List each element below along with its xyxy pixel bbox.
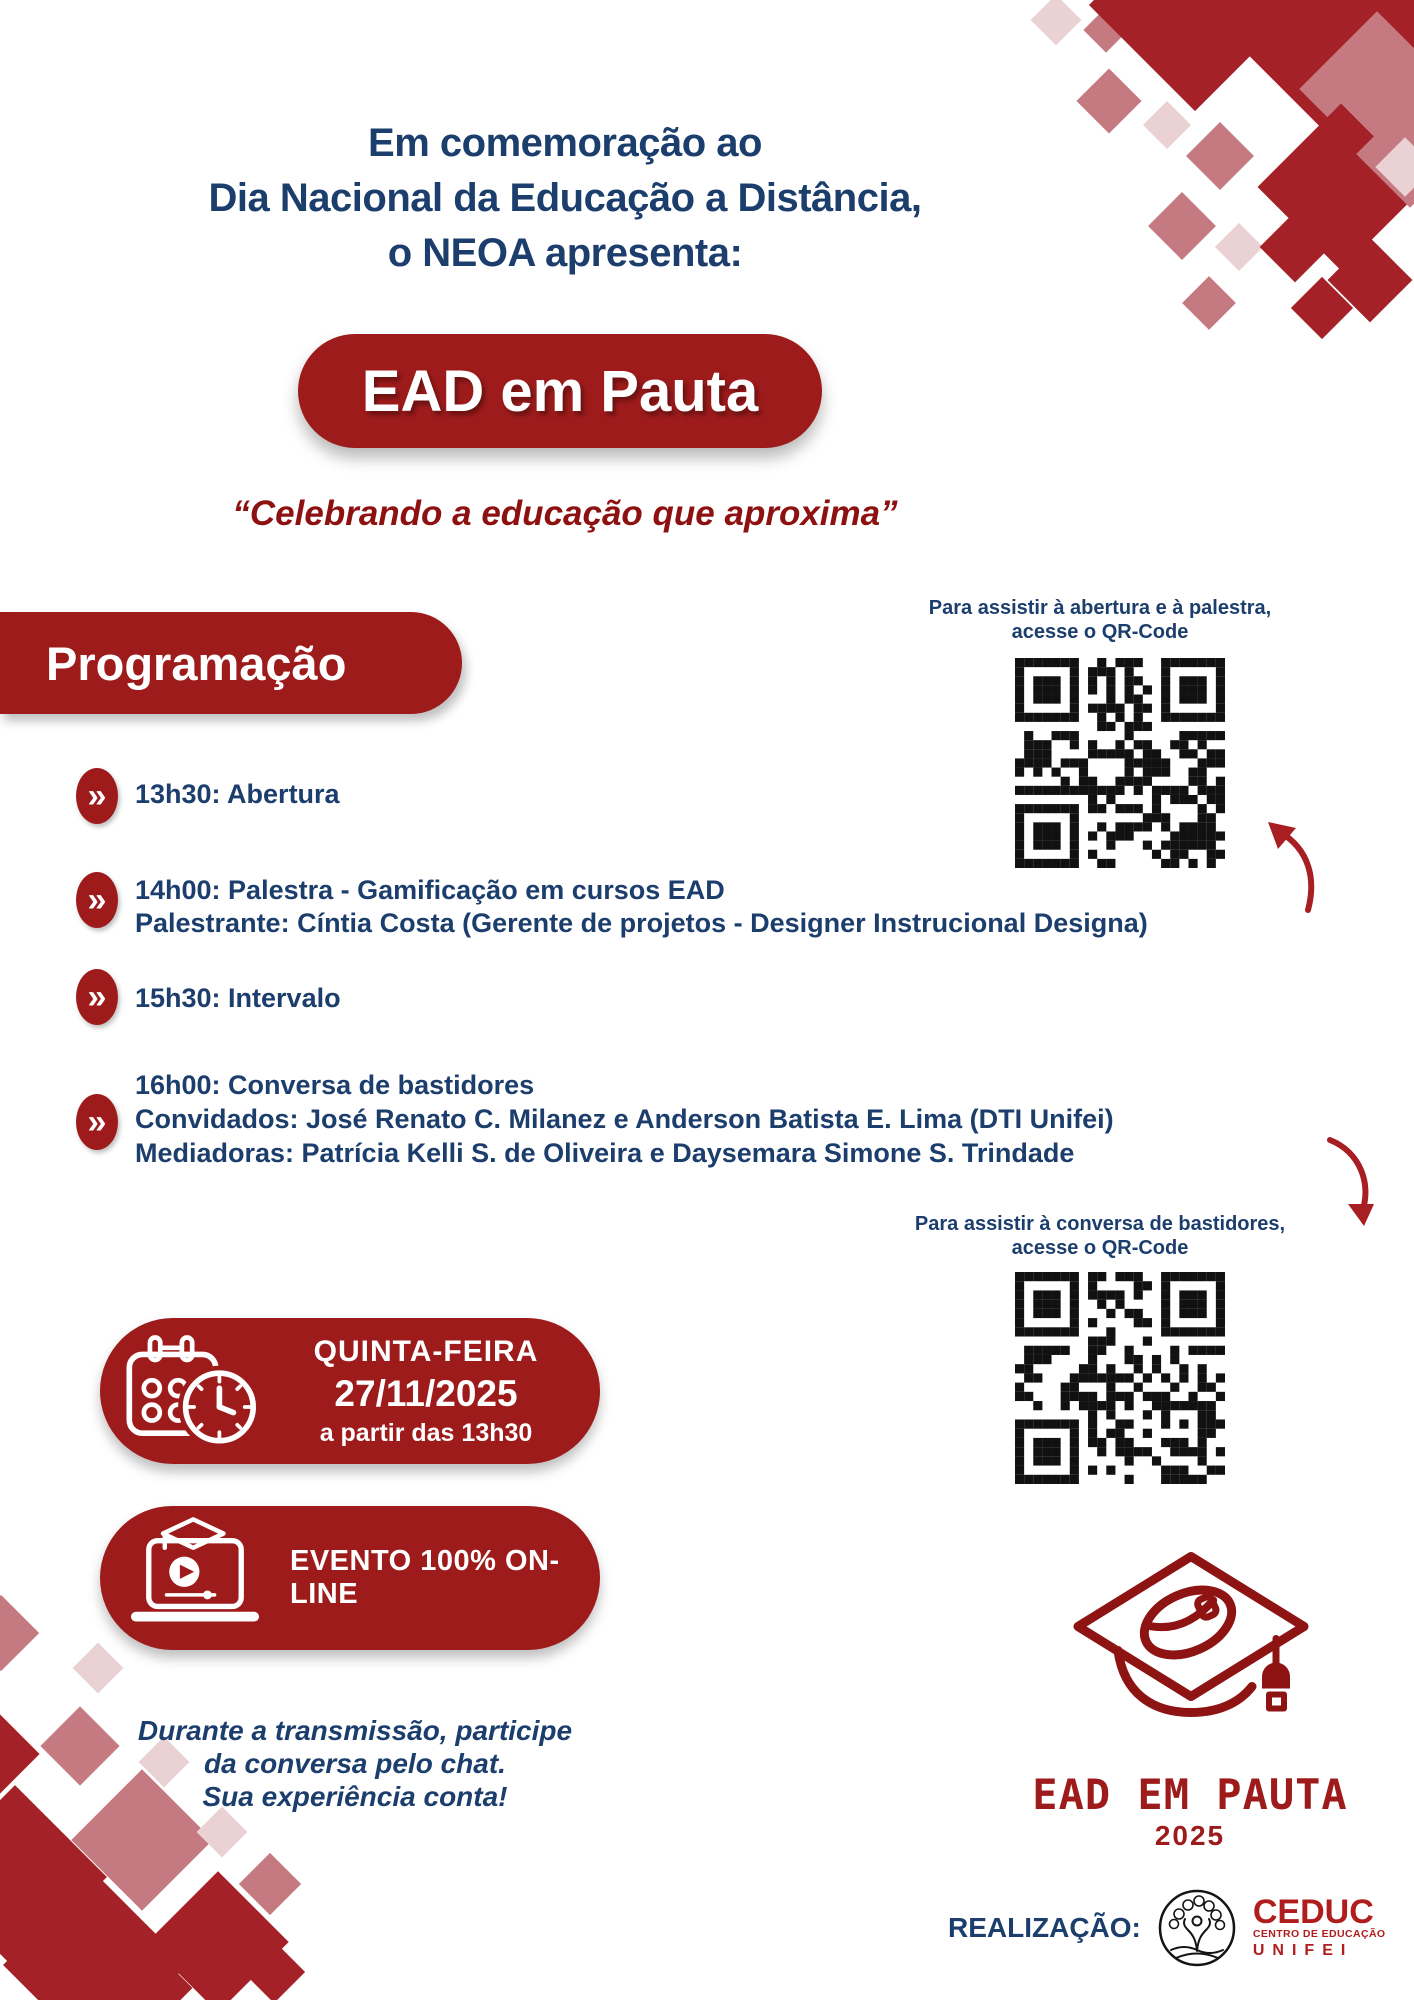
event-slogan: “Celebrando a educação que aproxima” [232, 494, 898, 533]
qr-code-backstage-talk [1015, 1272, 1225, 1484]
decorative-diamond [73, 1643, 124, 1694]
decorative-diamond [1182, 276, 1236, 330]
decorative-diamond [1031, 0, 1082, 45]
section-title-programacao: Programação [0, 612, 462, 714]
schedule-item-4 [135, 1068, 1114, 1170]
graduation-cap-mouse-logo [1066, 1543, 1316, 1761]
schedule-item-1-line-1: 13h30: Abertura [135, 779, 340, 809]
schedule-item-2 [135, 874, 1148, 940]
double-chevron-icon: » [76, 768, 118, 824]
chat-note-line-1: Durante a transmissão, participe [137, 1715, 573, 1746]
weekday-label: QUINTA-FEIRA [313, 1334, 539, 1368]
online-event-label: EVENTO 100% ON-LINE [290, 1545, 560, 1610]
start-time-label: a partir das 13h30 [319, 1418, 533, 1447]
qr1-label [890, 596, 1310, 644]
qr1-label-line-1: Para assistir à abertura e à palestra, [928, 597, 1272, 619]
header-line-3: o NEOA apresenta: [387, 231, 743, 275]
qr2-label-line-2: acesse o QR-Code [1011, 1237, 1189, 1259]
schedule-item-1 [135, 778, 340, 811]
header-line-1: Em comemoração ao [368, 121, 762, 165]
online-class-laptop-icon [100, 1515, 290, 1641]
qr2-label [890, 1212, 1310, 1260]
decorative-diamond [1215, 223, 1263, 271]
schedule-item-2-line-1: 14h00: Palestra - Gamificação em cursos EAD [135, 875, 725, 905]
logo-year: 2025 [1154, 1820, 1226, 1851]
decorative-diamond [1148, 192, 1216, 260]
event-title-pill: EAD em Pauta [298, 334, 822, 448]
curved-arrow-up-icon [1258, 818, 1320, 916]
logo-wordmark: EAD EM PAUTA [1032, 1770, 1348, 1819]
qr-code-opening-lecture [1015, 658, 1225, 868]
date-value: 27/11/2025 [334, 1372, 518, 1414]
double-chevron-icon: » [76, 969, 118, 1025]
chat-note-line-2: da conversa pelo chat. [204, 1748, 506, 1779]
realization-label: REALIZAÇÃO: [948, 1912, 1141, 1943]
curved-arrow-down-icon [1320, 1134, 1378, 1229]
qr1-label-line-2: acesse o QR-Code [1011, 621, 1189, 643]
decorative-diamond [0, 1595, 39, 1671]
ceduc-subtitle: CENTRO DE EDUCAÇÃO [1252, 1928, 1386, 1940]
decorative-diamond [0, 1714, 40, 1793]
decorative-diamond [197, 1807, 248, 1858]
schedule-item-3 [135, 982, 341, 1015]
header-line-2: Dia Nacional da Educação a Distância, [208, 176, 922, 220]
decorative-diamond [1143, 101, 1191, 149]
date-badge-text [290, 1335, 600, 1448]
online-event-badge [100, 1506, 600, 1650]
ceduc-name: CEDUC [1252, 1893, 1374, 1931]
double-chevron-icon: » [76, 1094, 118, 1150]
schedule-item-4-line-3: Mediadoras: Patrícia Kelli S. de Oliveira e Daysemara Simone S. Trindade [135, 1138, 1075, 1168]
date-badge [100, 1318, 600, 1464]
ceduc-unifei: UNIFEI [1252, 1942, 1354, 1959]
chat-note-line-3: Sua experiência conta! [202, 1781, 508, 1812]
qr2-label-line-1: Para assistir à conversa de bastidores, [914, 1213, 1286, 1235]
header-text [60, 116, 1070, 281]
ceduc-logo-text [1252, 1893, 1386, 1960]
decorative-diamond [1186, 122, 1254, 190]
schedule-item-2-line-2: Palestrante: Cíntia Costa (Gerente de projetos - Designer Instrucional Designa) [135, 908, 1148, 938]
double-chevron-icon: » [76, 872, 118, 928]
schedule-item-3-line-1: 15h30: Intervalo [135, 983, 341, 1013]
ceduc-tree-logo-icon [1157, 1888, 1237, 1968]
schedule-item-4-line-2: Convidados: José Renato C. Milanez e Anderson Batista E. Lima (DTI Unifei) [135, 1104, 1114, 1134]
chat-participation-note [85, 1714, 625, 1813]
decorative-diamond [1076, 68, 1141, 133]
calendar-clock-icon [100, 1330, 290, 1452]
schedule-item-4-line-1: 16h00: Conversa de bastidores [135, 1070, 535, 1100]
realization-row [948, 1886, 1386, 1970]
